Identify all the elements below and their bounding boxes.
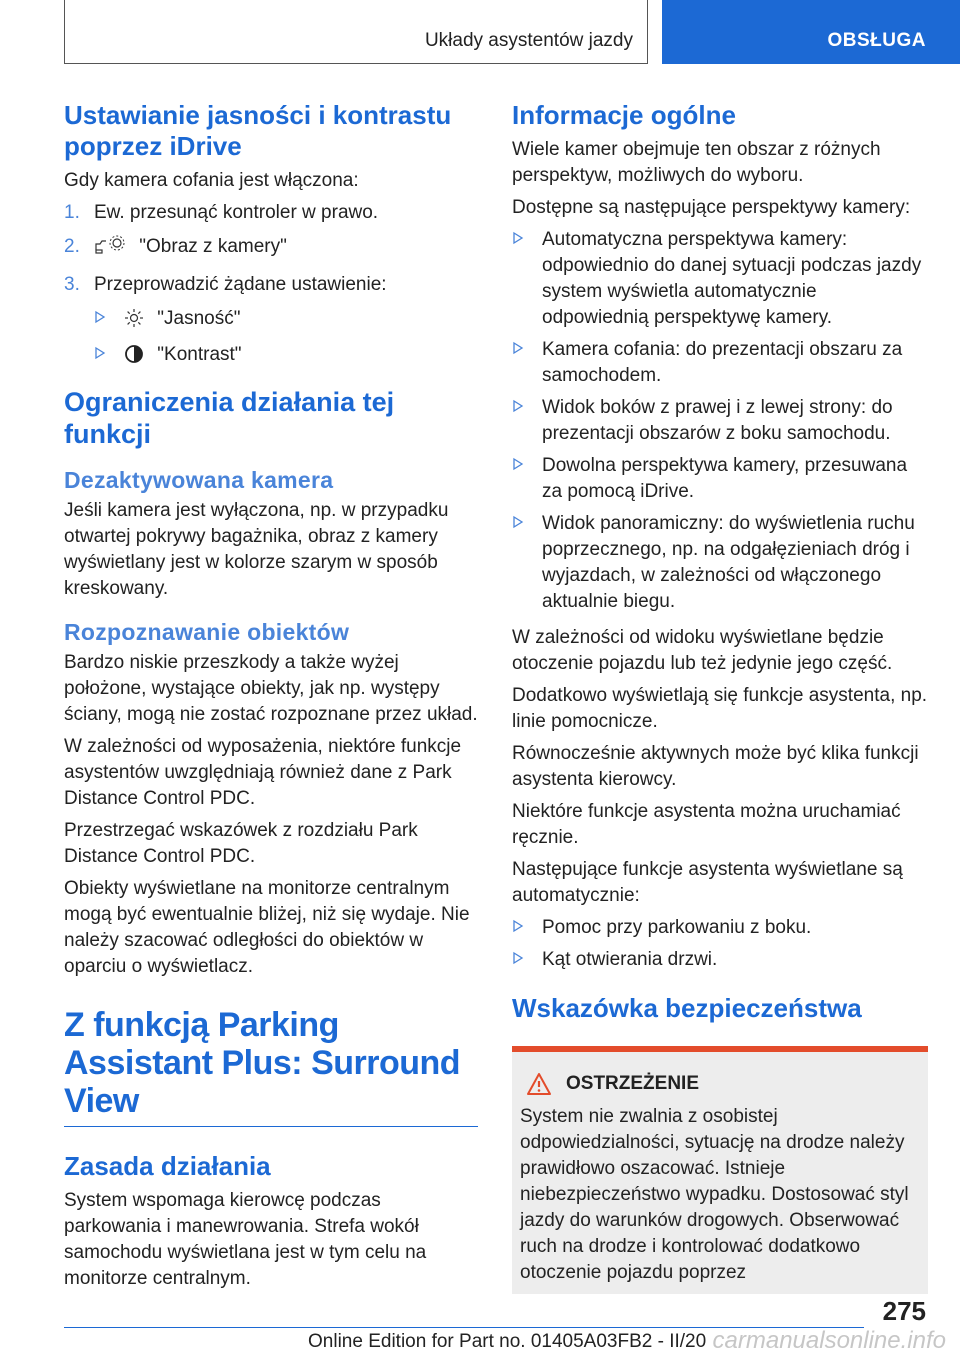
chapter-tab-label: OBSŁUGA [827, 30, 926, 51]
heading-general-info: Informacje ogólne [512, 100, 736, 130]
paragraph: W zależności od widoku wyświetlane będzie otoczenie pojazdu lub też jedynie jego część. [512, 627, 893, 674]
list-item: Widok boków z prawej i z lewej strony: do prezentacji obszarów z boku samochodu. [512, 395, 928, 447]
list-item: Dowolna perspektywa kamery, przesuwana za pomocą iDrive. [512, 453, 928, 505]
paragraph: Jeśli kamera jest wyłączona, np. w przypadku otwartej pokrywy bagażnika, obraz z kamery wyświetlany jest w kolorze szarym w sposób kreskowany. [64, 500, 449, 599]
contrast-icon [124, 344, 144, 372]
triangle-bullet-icon [512, 919, 524, 933]
paragraph: Następujące funkcje asystenta wyświetlane są automatycznie: [512, 859, 903, 906]
list-item: 2. "Obraz z kamery" [64, 234, 478, 264]
perspectives-list [512, 227, 928, 615]
warning-box [512, 1046, 928, 1294]
divider [64, 1126, 478, 1127]
warning-title: OSTRZEŻENIE [566, 1073, 700, 1094]
paragraph: Dostępne są następujące perspektywy kamery: [512, 197, 911, 218]
triangle-bullet-icon [512, 399, 524, 413]
list-item: "Jasność" [94, 306, 478, 336]
list-item: Kąt otwierania drzwi. [512, 947, 928, 973]
warning-text: System nie zwalnia z osobistej odpowiedzialności, sytuację na drodze należy prawidłowo oszacować. Istnieje niebezpieczeństwo wypadku. Dostosować styl jazdy do warunków drogowych. Obserwować ruch na drodze i kontrolować dodatkowo otoczenie pojazdu poprzez [520, 1106, 909, 1283]
triangle-bullet-icon [94, 310, 106, 324]
triangle-bullet-icon [512, 951, 524, 965]
list-item: "Kontrast" [94, 342, 478, 372]
paragraph: Wiele kamer obejmuje ten obszar z różnych perspektyw, możliwych do wyboru. [512, 139, 881, 186]
warning-triangle-icon [526, 1072, 552, 1096]
paragraph: Dodatkowo wyświetlają się funkcje asystenta, np. linie pomocnicze. [512, 685, 928, 732]
right-column [512, 100, 928, 1294]
paragraph: System wspomaga kierowcę podczas parkowania i manewrowania. Strefa wokół samochodu wyświetlana jest w tym celu na monitorze centralnym. [64, 1190, 427, 1289]
heading-principle: Zasada działania [64, 1151, 271, 1181]
adjustment-options [94, 306, 478, 372]
paragraph: Równocześnie aktywnych może być klika funkcji asystenta kierowcy. [512, 743, 919, 790]
chapter-tab[interactable] [662, 0, 960, 64]
header-section-box [64, 0, 648, 64]
edition-text: Online Edition for Part no. 01405A03FB2 - II/20 [308, 1331, 707, 1352]
brightness-icon [124, 308, 144, 336]
watermark: carmanualsonline.info [712, 1327, 946, 1354]
paragraph: W zależności od wyposażenia, niektóre funkcje asystentów uwzględniają również dane z Park Distance Control PDC. [64, 736, 462, 809]
left-column [64, 100, 478, 1298]
paragraph: Przestrzegać wskazówek z rozdziału Park Distance Control PDC. [64, 820, 418, 867]
heading-limits: Ograniczenia działania tej funkcji [64, 387, 395, 449]
list-item: Kamera cofania: do prezentacji obszaru za samochodem. [512, 337, 928, 389]
paragraph: Obiekty wyświetlane na monitorze centralnym mogą być ewentualnie bliżej, niż się wydaje. Nie należy szacować odległości do obiektów w oparciu o wyświetlacz. [64, 878, 470, 977]
heading-surround-view: Z funkcją Parking Assistant Plus: Surround View [64, 1006, 461, 1120]
list-item: Pomoc przy parkowaniu z boku. [512, 915, 928, 941]
list-item: Widok panoramiczny: do wyświetlenia ruchu poprzecznego, np. na odgałęzieniach dróg i wyjazdach, w zależności od włączonego aktualnie biegu. [512, 511, 928, 615]
triangle-bullet-icon [94, 346, 106, 360]
triangle-bullet-icon [512, 231, 524, 245]
heading-object-detection: Rozpoznawanie obiektów [64, 619, 350, 645]
paragraph: Bardzo niskie przeszkody a także wyżej położone, wystające obiekty, jak np. występy ściany, mogą nie zostać rozpoznane przez układ. [64, 652, 478, 725]
triangle-bullet-icon [512, 341, 524, 355]
list-item: 1. Ew. przesunąć kontroler w prawo. [64, 202, 379, 223]
camera-settings-icon [94, 234, 126, 264]
paragraph: Niektóre funkcje asystenta można uruchamiać ręcznie. [512, 801, 901, 848]
heading-deactivated-camera: Dezaktywowana kamera [64, 467, 334, 493]
list-item: Automatyczna perspektywa kamery: odpowiednio do danej sytuacji podczas jazdy system wyświetla automatycznie odpowiednią perspektywę kamery. [512, 227, 928, 331]
heading-brightness: Ustawianie jasności i kontrastu poprzez iDrive [64, 100, 452, 161]
triangle-bullet-icon [512, 457, 524, 471]
steps-list [64, 200, 478, 298]
section-title: Układy asystentów jazdy [424, 30, 633, 51]
page-number: 275 [882, 1296, 926, 1326]
list-item: 3. Przeprowadzić żądane ustawienie: [64, 274, 387, 295]
paragraph: Gdy kamera cofania jest włączona: [64, 170, 359, 191]
auto-functions-list [512, 915, 928, 973]
heading-safety: Wskazówka bezpieczeństwa [512, 993, 862, 1023]
triangle-bullet-icon [512, 515, 524, 529]
